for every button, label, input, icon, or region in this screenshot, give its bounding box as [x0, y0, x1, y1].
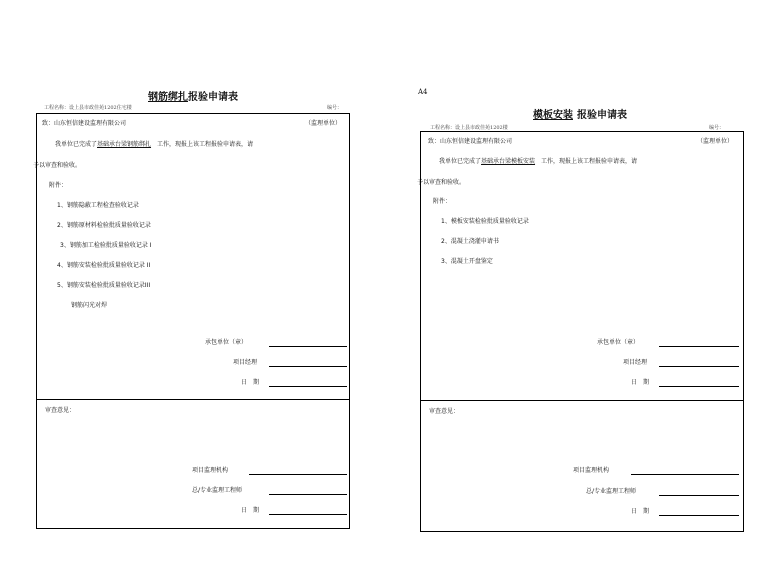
right-body-line2: 予以审查和验收。: [417, 179, 466, 186]
left-attachments-label: 附件：: [49, 182, 68, 189]
right-body-work: 基础承台梁模板安装: [481, 158, 536, 165]
left-date-label: 日 期: [241, 379, 260, 386]
right-attachment-item: 2、混凝土浇灌申请书: [441, 238, 499, 245]
right-engineer-line[interactable]: [659, 495, 739, 496]
left-form-title-work: 钢筋绑扎: [148, 92, 188, 103]
right-section-divider: [421, 400, 743, 401]
left-body-work: 基础承台梁钢筋绑扎: [97, 141, 152, 148]
right-project-name: 设上县市政佳苑1202楼: [455, 125, 508, 131]
left-number-label: 编号：: [327, 105, 343, 111]
left-project-meta: [44, 104, 132, 111]
left-contractor-label: 承包单位（章）: [205, 339, 248, 346]
right-project-meta: [430, 124, 508, 131]
right-attachment-item: 1、模板安装检验批质量验收记录: [441, 218, 529, 225]
left-attachment-item: 4、钢筋安装检验批质量验收记录 II: [57, 262, 151, 269]
left-attachment-item: 5、钢筋安装检验批质量验收记录III: [57, 282, 151, 289]
left-form-box: [33, 113, 350, 529]
left-engineer-label: 总/专业监理工程师: [192, 487, 243, 494]
right-form-title-suffix: 报验申请表: [577, 110, 627, 121]
left-attachment-item: 2、钢筋原材料检验批质量验收记录: [57, 222, 151, 229]
right-date-label-2: 日 期: [631, 508, 650, 515]
left-manager-label: 项目经理: [233, 359, 258, 366]
left-attachment-item: 1、钢筋隐蔽工程检查验收记录: [57, 202, 139, 209]
right-form-title: [416, 106, 744, 121]
right-body-suffix: 工作，现报上该工程报验申请表，请: [541, 158, 638, 165]
right-date-line[interactable]: [659, 386, 739, 387]
left-engineer-line[interactable]: [269, 494, 347, 495]
left-to-line: 致：山东恒信建设监理有限公司: [42, 120, 127, 127]
right-body-prefix: 我单位已完成了: [439, 158, 482, 165]
right-date-label: 日 期: [631, 379, 650, 386]
left-body-line1: [55, 142, 253, 148]
left-manager-line[interactable]: [269, 366, 347, 367]
left-body-prefix: 我单位已完成了: [55, 141, 98, 148]
right-form: [416, 103, 744, 533]
left-supervision-org-label: 项目监理机构: [192, 467, 229, 474]
right-supervision-org-line[interactable]: [631, 474, 739, 475]
left-contractor-line[interactable]: [269, 346, 347, 347]
right-engineer-label: 总/专业监理工程师: [586, 488, 637, 495]
left-form-title: [32, 88, 354, 103]
left-date-line[interactable]: [269, 386, 347, 387]
left-body-suffix: 工作，现报上该工程报验申请表，请: [157, 141, 254, 148]
right-number-label: 编号：: [709, 125, 725, 131]
left-form: [32, 86, 354, 532]
left-project-name: 设上县市政佳苑1202住宅楼: [69, 105, 132, 111]
right-contractor-line[interactable]: [659, 346, 739, 347]
right-body-line1: [439, 159, 637, 165]
left-supervision-org-line[interactable]: [249, 474, 347, 475]
right-attachment-item: 3、混凝土开盘鉴定: [441, 258, 493, 265]
right-review-label: 审查意见：: [429, 408, 460, 415]
left-form-title-suffix: 报验申请表: [188, 92, 238, 103]
left-attachment-item: 钢筋闪光对焊: [71, 302, 108, 309]
right-manager-line[interactable]: [659, 366, 739, 367]
right-supervision-org-label: 项目监理机构: [573, 467, 610, 474]
page-size-marker: A4: [418, 88, 428, 96]
right-attachments-label: 附件：: [433, 198, 452, 205]
left-section-divider: [37, 399, 349, 400]
right-form-title-work: 模板安装: [533, 110, 573, 121]
left-body-line2: 予以审查和验收。: [33, 162, 82, 169]
left-unit-label: （监理单位）: [305, 120, 342, 127]
right-date-line-2[interactable]: [659, 515, 739, 516]
right-project-label: 工程名称：: [430, 125, 456, 131]
left-review-label: 审查意见：: [45, 407, 76, 414]
right-to-line: 致：山东恒信建设监理有限公司: [428, 138, 513, 145]
right-manager-label: 项目经理: [623, 359, 648, 366]
right-unit-label: （监理单位）: [697, 138, 734, 145]
right-form-box: [417, 131, 744, 532]
right-contractor-label: 承包单位（章）: [597, 339, 640, 346]
left-date-label-2: 日 期: [241, 507, 260, 514]
left-project-label: 工程名称：: [44, 105, 70, 111]
left-date-line-2[interactable]: [269, 514, 347, 515]
left-attachment-item: 3、钢筋加工检验批质量验收记录 I: [60, 242, 152, 249]
